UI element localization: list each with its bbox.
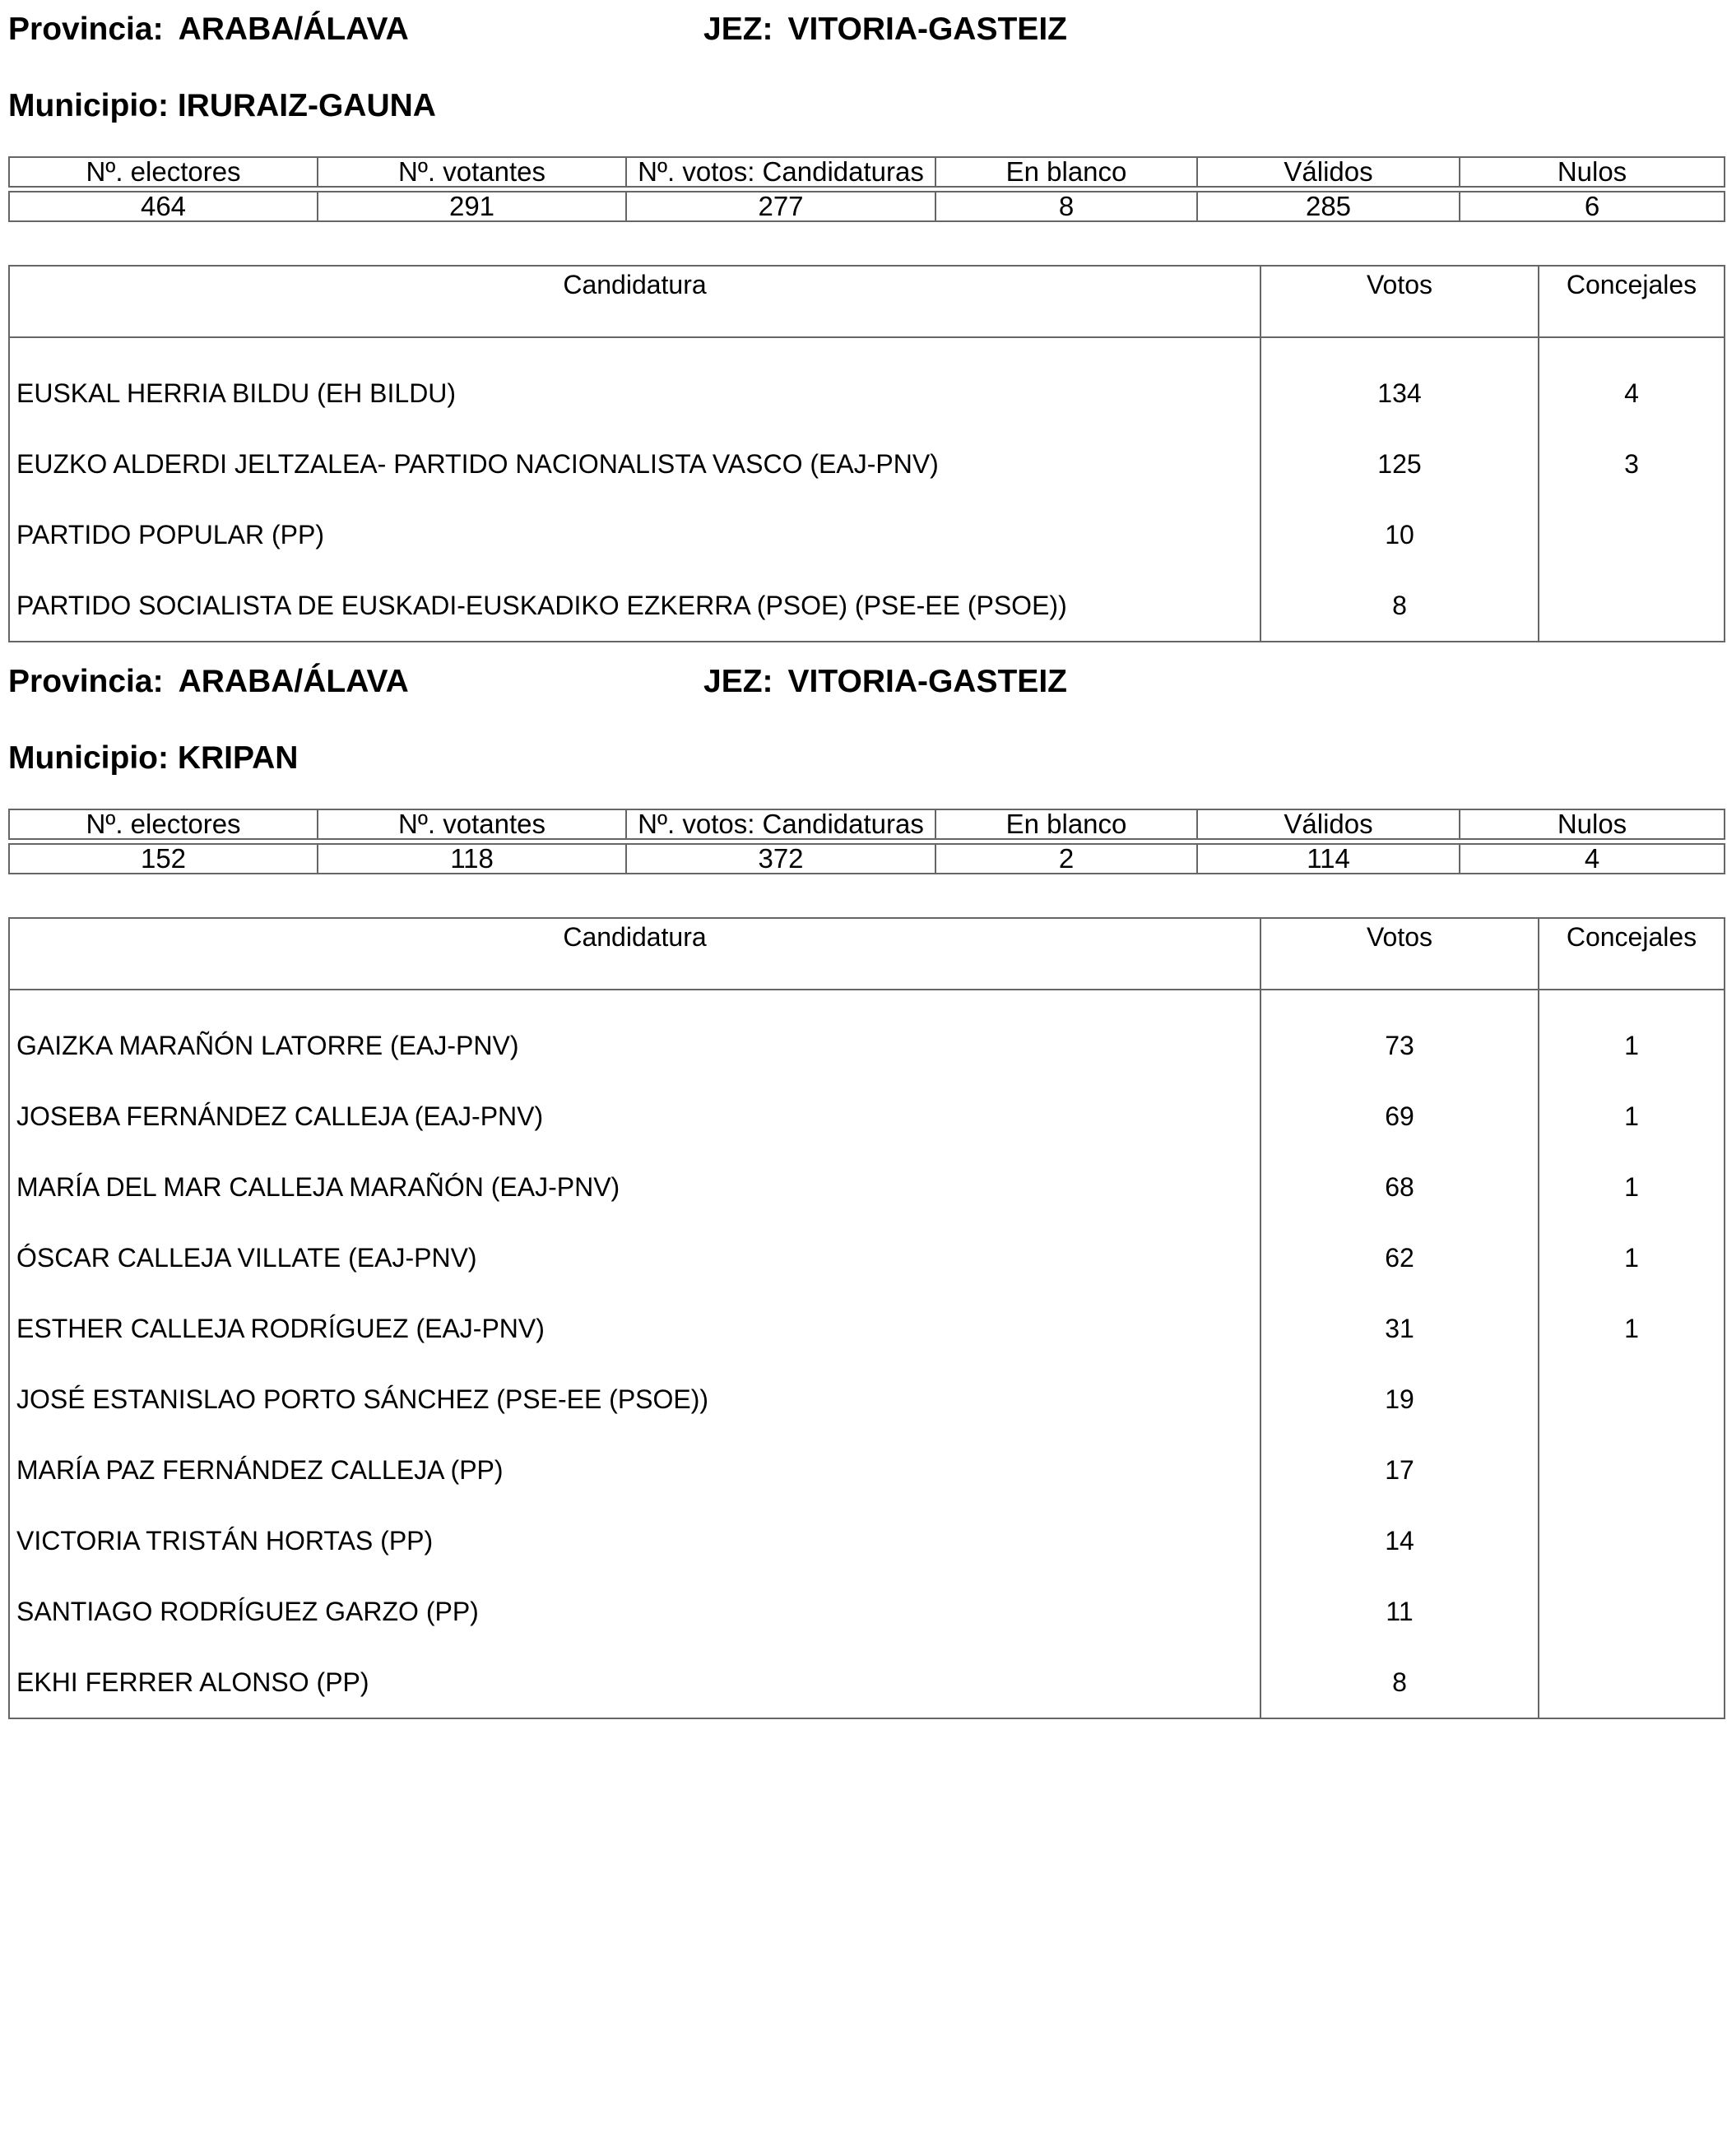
table-row xyxy=(9,1010,1725,1081)
concejales-value xyxy=(1539,1364,1725,1435)
table-row xyxy=(9,1293,1725,1364)
stats-value-cell: 291 xyxy=(318,192,626,221)
candidatura-name: SANTIAGO RODRÍGUEZ GARZO (PP) xyxy=(9,1576,1260,1647)
stats-table xyxy=(8,809,1725,874)
votos-value: 11 xyxy=(1260,1576,1539,1647)
votos-value: 14 xyxy=(1260,1505,1539,1576)
concejales-value xyxy=(1539,570,1725,642)
votos-header: Votos xyxy=(1260,266,1539,337)
stats-header-cell: Nº. votantes xyxy=(318,157,626,187)
votos-value: 31 xyxy=(1260,1293,1539,1364)
table-row xyxy=(9,1364,1725,1435)
candidatura-name: PARTIDO POPULAR (PP) xyxy=(9,499,1260,570)
votos-value: 8 xyxy=(1260,570,1539,642)
table-row xyxy=(9,1152,1725,1222)
stats-value-cell: 372 xyxy=(626,844,935,874)
stats-header-cell: Nº. votos: Candidaturas xyxy=(626,809,935,839)
candidatura-name: EKHI FERRER ALONSO (PP) xyxy=(9,1647,1260,1718)
provincia-value: ARABA/ÁLAVA xyxy=(178,12,409,47)
votos-value: 62 xyxy=(1260,1222,1539,1293)
stats-header-cell: En blanco xyxy=(935,809,1197,839)
jez-value: VITORIA-GASTEIZ xyxy=(787,12,1067,47)
stats-header-cell: Nulos xyxy=(1460,809,1725,839)
table-row xyxy=(9,429,1725,499)
concejales-value: 1 xyxy=(1624,1101,1639,1131)
votos-value: 68 xyxy=(1260,1152,1539,1222)
jez-value: VITORIA-GASTEIZ xyxy=(787,664,1067,699)
provincia-label: Provincia: xyxy=(8,664,164,699)
municipio-value: KRIPAN xyxy=(177,740,299,776)
stats-value-cell: 118 xyxy=(318,844,626,874)
candidatura-name: MARÍA DEL MAR CALLEJA MARAÑÓN (EAJ-PNV) xyxy=(9,1152,1260,1222)
provincia-header xyxy=(8,13,409,45)
stats-value-cell: 285 xyxy=(1197,192,1460,221)
concejales-value xyxy=(1539,499,1725,570)
stats-value-row xyxy=(9,192,1725,221)
municipio-header xyxy=(8,90,436,122)
votos-value: 8 xyxy=(1260,1647,1539,1718)
candidatura-name: JOSEBA FERNÁNDEZ CALLEJA (EAJ-PNV) xyxy=(9,1081,1260,1152)
stats-value-cell: 114 xyxy=(1197,844,1460,874)
provincia-header xyxy=(8,665,409,698)
votos-value: 10 xyxy=(1260,499,1539,570)
stats-table xyxy=(8,156,1725,222)
candidatura-name: PARTIDO SOCIALISTA DE EUSKADI-EUSKADIKO EZKERRA (PSOE) (PSE-EE (PSOE)) xyxy=(9,570,1260,642)
municipio-label: Municipio: xyxy=(8,88,169,123)
municipio-label: Municipio: xyxy=(8,740,169,776)
stats-value-cell: 8 xyxy=(935,192,1197,221)
jez-header xyxy=(703,665,1067,698)
concejales-value: 1 xyxy=(1624,1030,1639,1060)
candidatura-name: EUZKO ALDERDI JELTZALEA- PARTIDO NACIONALISTA VASCO (EAJ-PNV) xyxy=(9,429,1260,499)
jez-label: JEZ: xyxy=(703,12,773,47)
stats-value-cell: 152 xyxy=(9,844,318,874)
stats-value-cell: 4 xyxy=(1460,844,1725,874)
table-row xyxy=(9,570,1725,642)
stats-header-cell: Válidos xyxy=(1197,157,1460,187)
candidaturas-header-row xyxy=(9,266,1725,337)
municipio-value: IRURAIZ-GAUNA xyxy=(177,88,436,123)
stats-value-row xyxy=(9,844,1725,874)
concejales-header: Concejales xyxy=(1539,918,1725,990)
provincia-value: ARABA/ÁLAVA xyxy=(178,664,409,699)
stats-header-cell: Nº. electores xyxy=(9,809,318,839)
stats-header-cell: Nº. electores xyxy=(9,157,318,187)
stats-header-cell: Válidos xyxy=(1197,809,1460,839)
concejales-value: 3 xyxy=(1624,448,1639,479)
table-row xyxy=(9,1081,1725,1152)
votos-value: 73 xyxy=(1260,1010,1539,1081)
candidaturas-table xyxy=(8,917,1725,1719)
votos-value: 19 xyxy=(1260,1364,1539,1435)
votos-header: Votos xyxy=(1260,918,1539,990)
concejales-value: 1 xyxy=(1624,1313,1639,1343)
stats-header-cell: Nº. votos: Candidaturas xyxy=(626,157,935,187)
candidatura-name: ÓSCAR CALLEJA VILLATE (EAJ-PNV) xyxy=(9,1222,1260,1293)
candidatura-header: Candidatura xyxy=(9,266,1260,337)
votos-value: 17 xyxy=(1260,1435,1539,1505)
jez-label: JEZ: xyxy=(703,664,773,699)
municipio-header xyxy=(8,742,298,774)
table-row xyxy=(9,1222,1725,1293)
candidatura-name: MARÍA PAZ FERNÁNDEZ CALLEJA (PP) xyxy=(9,1435,1260,1505)
candidatura-name: GAIZKA MARAÑÓN LATORRE (EAJ-PNV) xyxy=(9,1010,1260,1081)
votos-value: 69 xyxy=(1260,1081,1539,1152)
jez-header xyxy=(703,13,1067,45)
concejales-value xyxy=(1539,1435,1725,1505)
candidatura-header: Candidatura xyxy=(9,918,1260,990)
stats-header-row xyxy=(9,809,1725,839)
table-row xyxy=(9,1505,1725,1576)
stats-value-cell: 6 xyxy=(1460,192,1725,221)
concejales-value: 4 xyxy=(1624,378,1639,408)
concejales-value xyxy=(1539,1505,1725,1576)
stats-header-row xyxy=(9,157,1725,187)
stats-header-cell: En blanco xyxy=(935,157,1197,187)
table-row xyxy=(9,499,1725,570)
table-row xyxy=(9,1576,1725,1647)
provincia-label: Provincia: xyxy=(8,12,164,47)
concejales-value: 1 xyxy=(1624,1171,1639,1202)
stats-header-cell: Nº. votantes xyxy=(318,809,626,839)
votos-value: 125 xyxy=(1260,429,1539,499)
candidaturas-header-row xyxy=(9,918,1725,990)
stats-value-cell: 2 xyxy=(935,844,1197,874)
candidaturas-table xyxy=(8,265,1725,642)
candidatura-name: ESTHER CALLEJA RODRÍGUEZ (EAJ-PNV) xyxy=(9,1293,1260,1364)
candidatura-name: EUSKAL HERRIA BILDU (EH BILDU) xyxy=(9,358,1260,429)
table-row xyxy=(9,1647,1725,1718)
concejales-value xyxy=(1539,1647,1725,1718)
concejales-value: 1 xyxy=(1624,1242,1639,1273)
stats-value-cell: 464 xyxy=(9,192,318,221)
candidatura-name: JOSÉ ESTANISLAO PORTO SÁNCHEZ (PSE-EE (PSOE)) xyxy=(9,1364,1260,1435)
concejales-value xyxy=(1539,1576,1725,1647)
stats-value-cell: 277 xyxy=(626,192,935,221)
concejales-header: Concejales xyxy=(1539,266,1725,337)
table-row xyxy=(9,358,1725,429)
candidatura-name: VICTORIA TRISTÁN HORTAS (PP) xyxy=(9,1505,1260,1576)
table-row xyxy=(9,1435,1725,1505)
votos-value: 134 xyxy=(1260,358,1539,429)
stats-header-cell: Nulos xyxy=(1460,157,1725,187)
